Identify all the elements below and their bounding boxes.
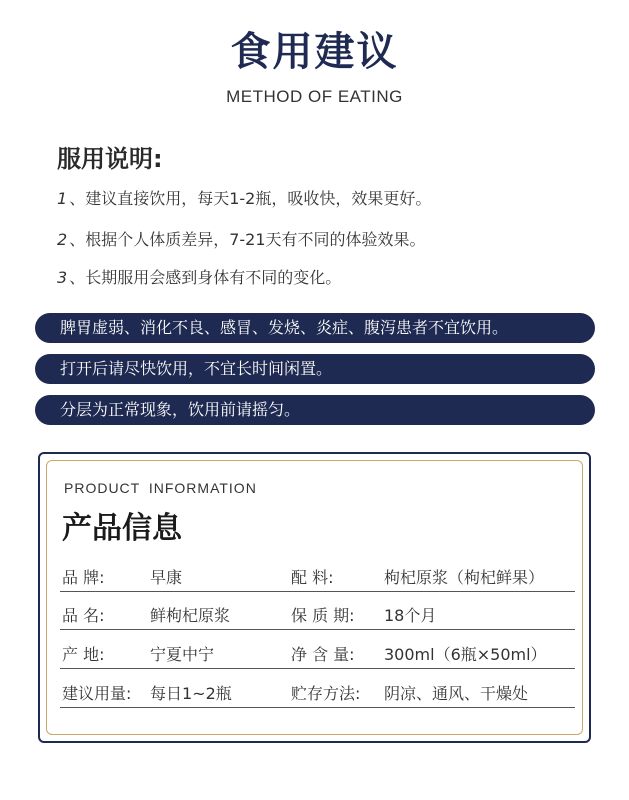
usage-item — [57, 227, 426, 250]
product-name-label: 品 名: — [62, 606, 105, 625]
origin-value: 宁夏中宁 — [150, 645, 215, 664]
usage-item — [57, 186, 431, 209]
notice-banner-opened: 打开后请尽快饮用，不宜长时间闲置。 — [35, 354, 595, 384]
storage-value: 阴凉、通风、干燥处 — [384, 684, 529, 703]
info-row-origin — [60, 636, 575, 669]
net-content-value: 300ml（6瓶×50ml） — [384, 645, 547, 664]
usage-heading: 服用说明: — [57, 145, 163, 173]
dosage-value: 每日1~2瓶 — [150, 684, 232, 703]
page-title-cn: 食用建议 — [230, 28, 399, 75]
usage-item-separator: 、 — [69, 268, 86, 287]
shelf-life-label: 保 质 期: — [291, 606, 355, 625]
info-row-name — [60, 597, 575, 630]
usage-item — [57, 265, 341, 288]
origin-label: 产 地: — [62, 645, 105, 664]
dosage-label: 建议用量: — [62, 684, 132, 703]
page-title-en: METHOD OF EATING — [226, 87, 403, 106]
usage-item-separator: 、 — [69, 230, 86, 249]
ingredients-label: 配 料: — [291, 568, 334, 587]
info-row-dosage — [60, 675, 575, 708]
product-name-value: 鲜枸杞原浆 — [150, 606, 231, 625]
info-row-brand — [60, 559, 575, 592]
product-info-heading-cn: 产品信息 — [62, 511, 182, 546]
brand-value: 早康 — [150, 568, 183, 587]
shelf-life-value: 18个月 — [384, 606, 437, 625]
notice-banner-shake: 分层为正常现象，饮用前请摇匀。 — [35, 395, 595, 425]
storage-label: 贮存方法: — [291, 684, 361, 703]
usage-item-number: 1 — [57, 189, 68, 208]
usage-item-text: 建议直接饮用，每天1-2瓶，吸收快，效果更好。 — [85, 189, 432, 208]
notice-banner-health: 脾胃虚弱、消化不良、感冒、发烧、炎症、腹泻患者不宜饮用。 — [35, 313, 595, 343]
brand-label: 品 牌: — [62, 568, 105, 587]
usage-item-number: 2 — [57, 230, 68, 249]
ingredients-value: 枸杞原浆（枸杞鲜果） — [384, 568, 545, 587]
usage-item-separator: 、 — [69, 189, 86, 208]
usage-item-text: 长期服用会感到身体有不同的变化。 — [85, 268, 342, 287]
usage-item-number: 3 — [57, 268, 68, 287]
product-info-heading-en: PRODUCT INFORMATION — [64, 480, 257, 496]
net-content-label: 净 含 量: — [291, 645, 355, 664]
usage-item-text: 根据个人体质差异，7-21天有不同的体验效果。 — [85, 230, 426, 249]
